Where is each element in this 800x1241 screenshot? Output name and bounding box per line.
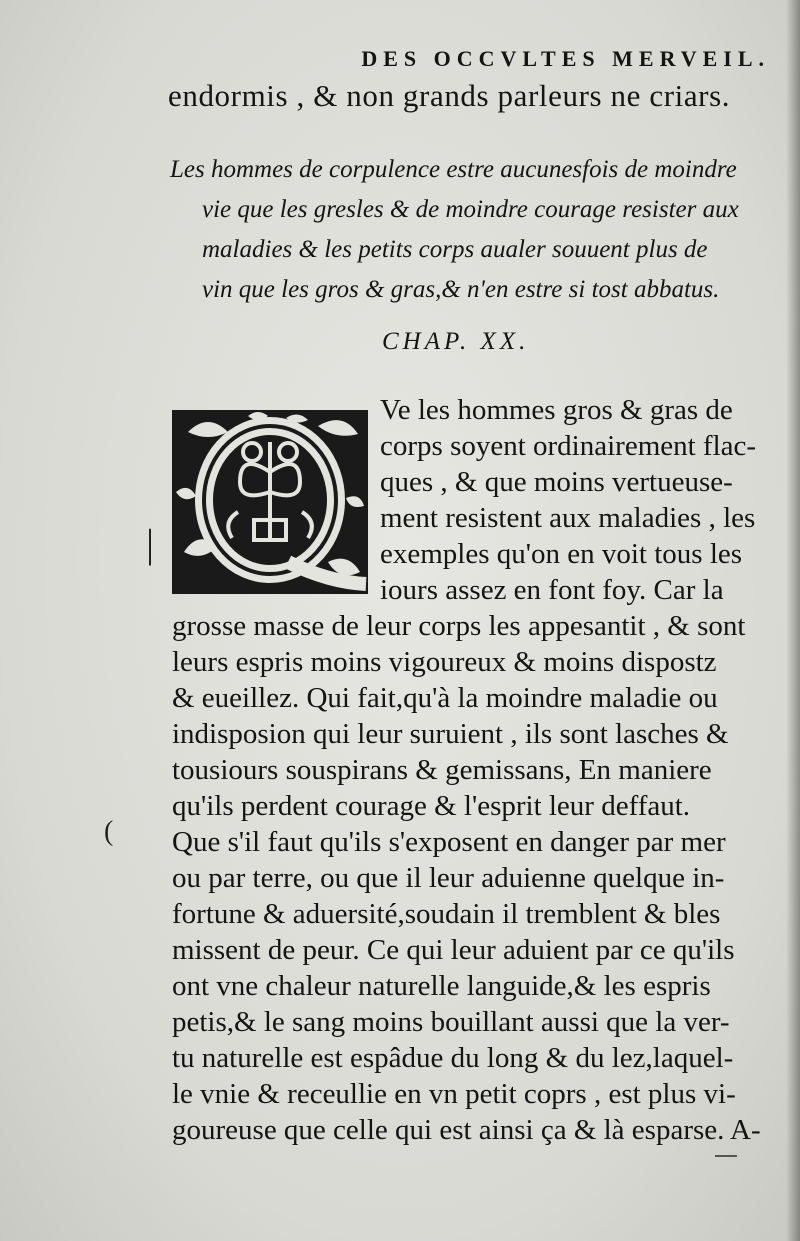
body-line: Que s'il faut qu'ils s'exposent en danger par mer	[172, 826, 726, 858]
body-line: Ve les hommes gros & gras de	[380, 394, 733, 426]
body-line: iours assez en font foy. Car la	[380, 574, 724, 606]
body-line: ment resistent aux maladies , les	[380, 502, 756, 534]
body-line: grosse masse de leur corps les appesantit , & sont	[172, 610, 746, 642]
page-mark	[715, 1155, 737, 1157]
page-edge-shadow	[786, 0, 800, 1241]
running-head: DES OCCVLTES MERVEIL.	[361, 46, 770, 71]
body-line: goureuse que celle qui est ainsi ça & là esparse. A-	[172, 1114, 761, 1146]
margin-mark: (	[104, 816, 114, 847]
body-line: qu'ils perdent courage & l'esprit leur deffaut.	[172, 790, 691, 822]
body-line: le vnie & receullie en vn petit coprs , est plus vi-	[172, 1078, 736, 1110]
summary-line: vin que les gros & gras,& n'en estre si tost abbatus.	[202, 276, 720, 303]
chapter-heading: CHAP. XX.	[382, 328, 530, 355]
body-line: fortune & aduersité,soudain il tremblent & bles	[172, 898, 721, 930]
chapter-summary	[170, 150, 785, 310]
body-line: & eueillez. Qui fait,qu'à la moindre maladie ou	[172, 682, 718, 714]
continuation-line: endormis , & non grands parleurs ne criars.	[168, 78, 731, 113]
body-line: tousiours souspirans & gemissans, En maniere	[172, 754, 712, 786]
body-line: petis,& le sang moins bouillant aussi que la ver-	[172, 1006, 730, 1038]
body-line: missent de peur. Ce qui leur aduient par ce qu'ils	[172, 934, 735, 966]
body-line: tu naturelle est espâdue du long & du lez,laquel-	[172, 1042, 734, 1074]
summary-line: vie que les gresles & de moindre courage resister aux	[202, 196, 739, 223]
ornament-initial-icon	[168, 402, 373, 598]
body-line: ques , & que moins vertueuse-	[380, 466, 733, 498]
body-line: ou par terre, ou que il leur aduienne quelque in-	[172, 862, 725, 894]
decorated-initial	[168, 402, 373, 598]
margin-mark: |	[146, 521, 155, 566]
summary-line: maladies & les petits corps aualer souuent plus de	[202, 236, 708, 263]
summary-line: Les hommes de corpulence estre aucunesfois de moindre	[170, 156, 737, 183]
body-line: exemples qu'on en voit tous les	[380, 538, 743, 570]
body-line: ont vne chaleur naturelle languide,& les espris	[172, 970, 711, 1002]
body-line: indisposion qui leur suruient , ils sont lasches &	[172, 718, 729, 750]
body-line: corps soyent ordinairement flac-	[380, 430, 757, 462]
body-line: leurs espris moins vigoureux & moins dispostz	[172, 646, 717, 678]
